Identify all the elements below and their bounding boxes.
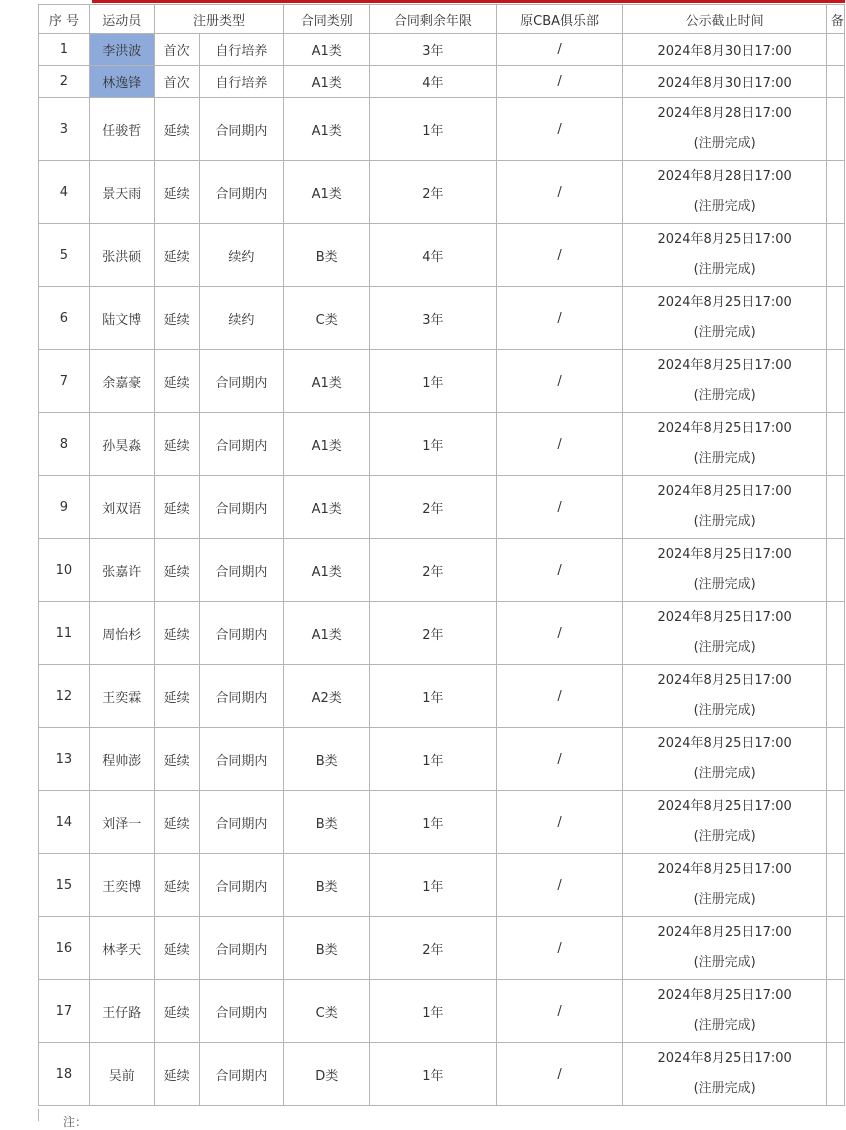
former-club: / <box>496 413 623 476</box>
contract-years: 1年 <box>370 98 497 161</box>
header-former-club: 原CBA俱乐部 <box>496 5 623 34</box>
deadline-cell <box>623 728 827 791</box>
header-contract-category: 合同类别 <box>284 5 370 34</box>
registration-type: 延续 <box>154 413 199 476</box>
remarks-cell <box>826 287 844 350</box>
former-club: / <box>496 161 623 224</box>
table-row <box>39 287 845 350</box>
table-row <box>39 413 845 476</box>
contract-years: 1年 <box>370 413 497 476</box>
registration-type: 延续 <box>154 98 199 161</box>
deadline-cell <box>623 539 827 602</box>
contract-category: B类 <box>284 791 370 854</box>
remarks-cell <box>826 476 844 539</box>
remarks-cell <box>826 602 844 665</box>
former-club: / <box>496 287 623 350</box>
row-number: 14 <box>39 791 90 854</box>
deadline-cell <box>623 980 827 1043</box>
row-number: 10 <box>39 539 90 602</box>
remarks-cell <box>826 34 844 66</box>
contract-category: A1类 <box>284 161 370 224</box>
registration-type: 延续 <box>154 917 199 980</box>
table-row <box>39 350 845 413</box>
remarks-cell <box>826 791 844 854</box>
contract-years: 2年 <box>370 476 497 539</box>
registration-status: (注册完成) <box>693 451 756 466</box>
deadline-cell <box>623 350 827 413</box>
header-athlete: 运动员 <box>89 5 154 34</box>
deadline-time: 2024年8月25日17:00 <box>657 862 792 877</box>
former-club: / <box>496 98 623 161</box>
contract-category: B类 <box>284 917 370 980</box>
registration-subtype: 合同期内 <box>199 854 284 917</box>
athlete-name: 王仔路 <box>89 980 154 1043</box>
contract-category: B类 <box>284 854 370 917</box>
remarks-cell <box>826 161 844 224</box>
registration-subtype: 合同期内 <box>199 665 284 728</box>
registration-status: (注册完成) <box>693 514 756 529</box>
former-club: / <box>496 917 623 980</box>
deadline-time: 2024年8月25日17:00 <box>657 799 792 814</box>
registration-subtype: 合同期内 <box>199 161 284 224</box>
table-row <box>39 917 845 980</box>
contract-years: 1年 <box>370 728 497 791</box>
contract-category: A1类 <box>284 413 370 476</box>
contract-years: 1年 <box>370 1043 497 1106</box>
deadline-time: 2024年8月25日17:00 <box>657 610 792 625</box>
contract-category: B类 <box>284 728 370 791</box>
row-number: 4 <box>39 161 90 224</box>
athlete-name: 林逸锋 <box>89 66 154 98</box>
row-number: 2 <box>39 66 90 98</box>
registration-status: (注册完成) <box>693 388 756 403</box>
registration-subtype: 合同期内 <box>199 1043 284 1106</box>
registration-status: (注册完成) <box>693 1081 756 1096</box>
remarks-cell <box>826 1043 844 1106</box>
top-accent-bar <box>92 0 845 3</box>
deadline-cell <box>623 1043 827 1106</box>
registration-subtype: 合同期内 <box>199 350 284 413</box>
former-club: / <box>496 665 623 728</box>
table-row <box>39 224 845 287</box>
registration-subtype: 合同期内 <box>199 476 284 539</box>
deadline-cell <box>623 791 827 854</box>
athlete-name: 王奕博 <box>89 854 154 917</box>
deadline-cell <box>623 476 827 539</box>
table-row <box>39 539 845 602</box>
former-club: / <box>496 728 623 791</box>
table-row <box>39 476 845 539</box>
remarks-cell <box>826 917 844 980</box>
row-number: 12 <box>39 665 90 728</box>
table-row <box>39 980 845 1043</box>
registration-status: (注册完成) <box>693 1018 756 1033</box>
registration-subtype: 合同期内 <box>199 413 284 476</box>
former-club: / <box>496 34 623 66</box>
row-number: 9 <box>39 476 90 539</box>
row-number: 18 <box>39 1043 90 1106</box>
contract-category: A2类 <box>284 665 370 728</box>
former-club: / <box>496 476 623 539</box>
athlete-name: 刘泽一 <box>89 791 154 854</box>
row-number: 5 <box>39 224 90 287</box>
contract-years: 4年 <box>370 66 497 98</box>
contract-category: A1类 <box>284 602 370 665</box>
header-deadline: 公示截止时间 <box>623 5 827 34</box>
contract-years: 2年 <box>370 161 497 224</box>
athlete-name: 林孝天 <box>89 917 154 980</box>
registration-subtype: 合同期内 <box>199 980 284 1043</box>
registration-table <box>38 4 845 1106</box>
table-row <box>39 161 845 224</box>
row-number: 16 <box>39 917 90 980</box>
registration-status: (注册完成) <box>693 829 756 844</box>
athlete-name: 刘双语 <box>89 476 154 539</box>
remarks-cell <box>826 413 844 476</box>
registration-subtype: 合同期内 <box>199 539 284 602</box>
registration-subtype: 续约 <box>199 224 284 287</box>
table-row <box>39 602 845 665</box>
deadline-time: 2024年8月25日17:00 <box>657 295 792 310</box>
table-row <box>39 791 845 854</box>
row-number: 8 <box>39 413 90 476</box>
athlete-name: 张嘉许 <box>89 539 154 602</box>
registration-type: 延续 <box>154 161 199 224</box>
contract-category: C类 <box>284 980 370 1043</box>
row-number: 1 <box>39 34 90 66</box>
deadline-time: 2024年8月25日17:00 <box>657 484 792 499</box>
athlete-name: 景天雨 <box>89 161 154 224</box>
registration-type: 延续 <box>154 1043 199 1106</box>
contract-years: 1年 <box>370 980 497 1043</box>
header-contract-years: 合同剩余年限 <box>370 5 497 34</box>
deadline-time: 2024年8月25日17:00 <box>657 1051 792 1066</box>
athlete-name: 王奕霖 <box>89 665 154 728</box>
deadline-cell <box>623 66 827 98</box>
table-header-row <box>39 5 845 34</box>
registration-type: 延续 <box>154 791 199 854</box>
registration-status: (注册完成) <box>693 136 756 151</box>
remarks-cell <box>826 350 844 413</box>
registration-status: (注册完成) <box>693 325 756 340</box>
deadline-time: 2024年8月25日17:00 <box>657 547 792 562</box>
deadline-cell <box>623 665 827 728</box>
remarks-cell <box>826 539 844 602</box>
former-club: / <box>496 854 623 917</box>
athlete-name: 余嘉豪 <box>89 350 154 413</box>
former-club: / <box>496 66 623 98</box>
deadline-cell <box>623 98 827 161</box>
contract-years: 2年 <box>370 602 497 665</box>
contract-years: 1年 <box>370 854 497 917</box>
registration-subtype: 自行培养 <box>199 34 284 66</box>
contract-years: 1年 <box>370 791 497 854</box>
deadline-cell <box>623 34 827 66</box>
row-number: 17 <box>39 980 90 1043</box>
contract-category: A1类 <box>284 34 370 66</box>
registration-subtype: 合同期内 <box>199 98 284 161</box>
deadline-time: 2024年8月30日17:00 <box>657 44 792 59</box>
contract-category: A1类 <box>284 350 370 413</box>
registration-status: (注册完成) <box>693 640 756 655</box>
table-row <box>39 34 845 66</box>
former-club: / <box>496 1043 623 1106</box>
registration-subtype: 续约 <box>199 287 284 350</box>
athlete-name: 任骏哲 <box>89 98 154 161</box>
deadline-time: 2024年8月25日17:00 <box>657 925 792 940</box>
registration-type: 延续 <box>154 224 199 287</box>
registration-status: (注册完成) <box>693 703 756 718</box>
athlete-name: 周怡杉 <box>89 602 154 665</box>
deadline-cell <box>623 413 827 476</box>
header-no: 序 号 <box>39 5 90 34</box>
table-body <box>39 34 845 1106</box>
deadline-time: 2024年8月25日17:00 <box>657 232 792 247</box>
registration-type: 延续 <box>154 350 199 413</box>
athlete-name: 孙昊淼 <box>89 413 154 476</box>
contract-years: 1年 <box>370 350 497 413</box>
contract-years: 4年 <box>370 224 497 287</box>
contract-category: A1类 <box>284 539 370 602</box>
former-club: / <box>496 791 623 854</box>
former-club: / <box>496 350 623 413</box>
deadline-time: 2024年8月25日17:00 <box>657 988 792 1003</box>
registration-subtype: 自行培养 <box>199 66 284 98</box>
table-row <box>39 1043 845 1106</box>
registration-status: (注册完成) <box>693 892 756 907</box>
header-remarks: 备 <box>826 5 844 34</box>
footnote-text: 注： <box>63 1115 88 1129</box>
former-club: / <box>496 539 623 602</box>
contract-category: A1类 <box>284 66 370 98</box>
registration-status: (注册完成) <box>693 766 756 781</box>
contract-category: D类 <box>284 1043 370 1106</box>
deadline-cell <box>623 602 827 665</box>
registration-type: 延续 <box>154 728 199 791</box>
remarks-cell <box>826 224 844 287</box>
table-row <box>39 98 845 161</box>
registration-type: 延续 <box>154 980 199 1043</box>
registration-subtype: 合同期内 <box>199 728 284 791</box>
contract-years: 3年 <box>370 287 497 350</box>
remarks-cell <box>826 98 844 161</box>
former-club: / <box>496 224 623 287</box>
contract-years: 3年 <box>370 34 497 66</box>
deadline-time: 2024年8月25日17:00 <box>657 673 792 688</box>
contract-years: 1年 <box>370 665 497 728</box>
former-club: / <box>496 980 623 1043</box>
registration-type: 延续 <box>154 287 199 350</box>
athlete-name: 程帅澎 <box>89 728 154 791</box>
deadline-cell <box>623 854 827 917</box>
contract-category: A1类 <box>284 476 370 539</box>
deadline-cell <box>623 224 827 287</box>
table-row <box>39 728 845 791</box>
header-registration-type: 注册类型 <box>154 5 284 34</box>
athlete-name: 吴前 <box>89 1043 154 1106</box>
table-row <box>39 66 845 98</box>
deadline-time: 2024年8月28日17:00 <box>657 106 792 121</box>
deadline-time: 2024年8月25日17:00 <box>657 736 792 751</box>
registration-type: 延续 <box>154 665 199 728</box>
registration-status: (注册完成) <box>693 955 756 970</box>
remarks-cell <box>826 728 844 791</box>
deadline-cell <box>623 287 827 350</box>
registration-subtype: 合同期内 <box>199 602 284 665</box>
athlete-name: 陆文博 <box>89 287 154 350</box>
registration-type: 首次 <box>154 66 199 98</box>
remarks-cell <box>826 665 844 728</box>
deadline-cell <box>623 917 827 980</box>
former-club: / <box>496 602 623 665</box>
remarks-cell <box>826 980 844 1043</box>
row-number: 3 <box>39 98 90 161</box>
row-number: 13 <box>39 728 90 791</box>
table-row <box>39 854 845 917</box>
footnote <box>38 1109 846 1129</box>
contract-years: 2年 <box>370 917 497 980</box>
registration-type: 首次 <box>154 34 199 66</box>
contract-years: 2年 <box>370 539 497 602</box>
athlete-name: 张洪硕 <box>89 224 154 287</box>
remarks-cell <box>826 66 844 98</box>
deadline-time: 2024年8月30日17:00 <box>657 76 792 91</box>
registration-status: (注册完成) <box>693 262 756 277</box>
row-number: 6 <box>39 287 90 350</box>
registration-type: 延续 <box>154 854 199 917</box>
deadline-time: 2024年8月28日17:00 <box>657 169 792 184</box>
registration-status: (注册完成) <box>693 577 756 592</box>
row-number: 15 <box>39 854 90 917</box>
remarks-cell <box>826 854 844 917</box>
registration-subtype: 合同期内 <box>199 791 284 854</box>
contract-category: A1类 <box>284 98 370 161</box>
registration-type: 延续 <box>154 476 199 539</box>
contract-category: B类 <box>284 224 370 287</box>
registration-type: 延续 <box>154 602 199 665</box>
contract-category: C类 <box>284 287 370 350</box>
deadline-cell <box>623 161 827 224</box>
registration-status: (注册完成) <box>693 199 756 214</box>
table-row <box>39 665 845 728</box>
registration-type: 延续 <box>154 539 199 602</box>
registration-subtype: 合同期内 <box>199 917 284 980</box>
row-number: 11 <box>39 602 90 665</box>
deadline-time: 2024年8月25日17:00 <box>657 358 792 373</box>
row-number: 7 <box>39 350 90 413</box>
athlete-name: 李洪波 <box>89 34 154 66</box>
deadline-time: 2024年8月25日17:00 <box>657 421 792 436</box>
